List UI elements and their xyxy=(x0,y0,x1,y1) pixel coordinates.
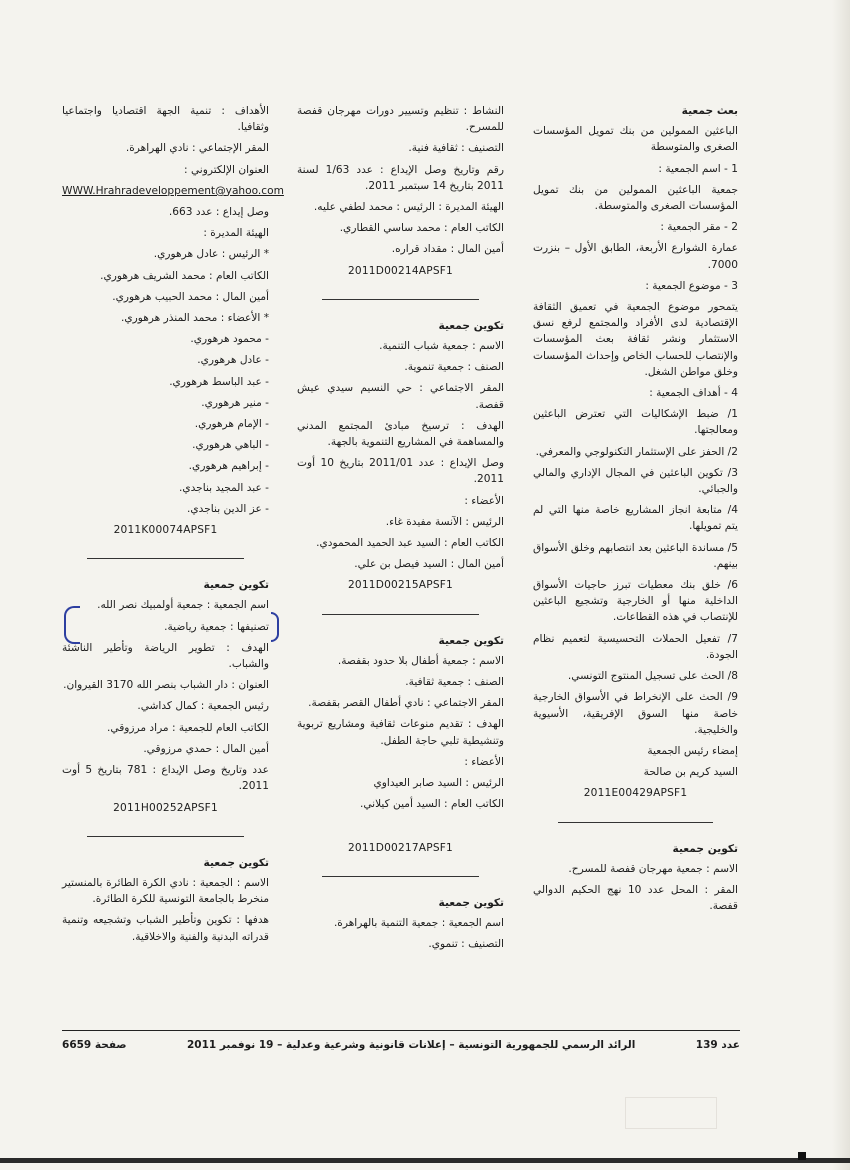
scan-edge-shadow xyxy=(832,0,850,1170)
text-line: التصنيف : ثقافية فنية. xyxy=(408,142,504,155)
journal-title: الرائد الرسمي للجمهورية التونسية – إعلانات قانونية وشرعية وعدلية – 19 نوفمبر 2011 xyxy=(187,1039,636,1051)
text-line: وصل الإيداع : عدد 2011/01 بتاريخ 10 أوت 2011. xyxy=(297,457,504,486)
text-line: - الإمام هرهوري. xyxy=(194,418,269,431)
text-line: اسم الجمعية : جمعية التنمية بالهراهرة. xyxy=(333,916,504,929)
text-line: الأعضاء : xyxy=(464,755,504,768)
section-heading: تكوين جمعية xyxy=(438,896,504,909)
reference-code: 2011D00214APSF1 xyxy=(347,264,453,277)
text-line: الكاتب العام : السيد أمين كيلاني. xyxy=(359,798,504,811)
text-line: - الباهي هرهوري. xyxy=(192,439,269,452)
text-line: النشاط : تنظيم وتسيير دورات مهرجان قفصة للمسرح. xyxy=(297,105,504,134)
section-divider xyxy=(87,836,244,837)
text-line: 3 - موضوع الجمعية : xyxy=(645,279,738,292)
text-line: الاسم : جمعية شباب التنمية. xyxy=(379,340,504,353)
email-address: WWW.Hrahradeveloppement@yahoo.com xyxy=(62,184,284,197)
section-heading: تكوين جمعية xyxy=(438,319,504,332)
text-line: المقر الاجتماعي : حي النسيم سيدي عيش قفصة. xyxy=(297,382,504,411)
text-line: عدد وتاريخ وصل الإيداع : 781 بتاريخ 5 أوت 2011. xyxy=(62,764,269,793)
text-line: رئيس الجمعية : كمال كداشي. xyxy=(137,700,269,713)
text-line: الكاتب العام : محمد الشريف هرهوري. xyxy=(100,269,269,282)
reference-code: 2011D00215APSF1 xyxy=(347,579,453,592)
text-line: الرئيس : السيد صابر العيداوي xyxy=(373,777,504,790)
section-heading: تكوين جمعية xyxy=(438,634,504,647)
text-line: 4/ متابعة انجاز المشاريع خاصة منها التي لم يتم تمويلها. xyxy=(533,504,738,533)
text-line: الهدف : تقديم منوعات ثقافية ومشاريع تربوية وتنشيطية تلبي حاجة الطفل. xyxy=(297,718,504,747)
section-heading: بعث جمعية xyxy=(681,105,738,117)
text-line: - منير هرهوري. xyxy=(201,396,269,409)
text-line: 5/ مساندة الباعثين بعد انتصابهم وخلق الأسواق بينهم. xyxy=(533,541,738,570)
text-line: الباعثين الممولين من بنك تمويل المؤسسات الصغرى والمتوسطة xyxy=(533,125,738,154)
text-line: الاسم : الجمعية : نادي الكرة الطائرة بالمنستير منخرط بالجامعة التونسية للكرة الطائرة. xyxy=(62,876,269,906)
scan-bottom-bar xyxy=(0,1158,850,1163)
text-line: جمعية الباعثين الممولين من بنك تمويل المؤسسات الصغرى والمتوسطة. xyxy=(533,183,738,213)
spacer xyxy=(297,818,504,836)
text-line: أمين المال : مقداد قراره. xyxy=(391,243,504,256)
text-line: - عبد المجيد بناجدي. xyxy=(178,481,269,494)
text-line: 9/ الحث على الإنخراط في الأسواق الخارجية خاصة منها السوق الإفريقية، الأسيوية والخليجية. xyxy=(533,691,738,736)
page-footer xyxy=(62,1039,740,1051)
text-line: الاسم : جمعية أطفال بلا حدود بقفصة. xyxy=(337,654,504,667)
text-line: الهدف : ترسيخ مبادئ المجتمع المدني والمساهمة في المشاريع التنموية بالجهة. xyxy=(297,419,504,449)
page-number: صفحة 6659 xyxy=(62,1039,127,1051)
section-divider xyxy=(558,822,713,823)
section-heading: تكوين جمعية xyxy=(203,856,269,869)
handwritten-bracket-mark-right xyxy=(271,612,279,642)
text-line: 8/ الحث على تسجيل المنتوج التونسي. xyxy=(567,670,738,683)
text-line: هدفها : تكوين وتأطير الشباب وتشجيعه وتنمية قدراته البدنية والفنية والاخلاقية. xyxy=(62,914,269,943)
column-right xyxy=(533,103,738,919)
section-divider xyxy=(322,876,479,877)
section-heading: تكوين جمعية xyxy=(672,842,738,855)
reference-code: 2011H00252APSF1 xyxy=(113,801,218,814)
reference-code: 2011E00429APSF1 xyxy=(583,787,688,800)
text-line: يتمحور موضوع الجمعية في تعميق الثقافة الإقتصادية لدى الأفراد والمجتمع لرفع نسق الاستثمار ونشر ثقافة بعث المؤسسات والإنتصاب للحساب الخاص وإحداث المؤسسات وخلق مواطن الشغل. xyxy=(533,301,738,378)
text-line: الأعضاء : xyxy=(464,494,504,507)
scan-artifact xyxy=(625,1097,717,1129)
reference-code: 2011K00074APSF1 xyxy=(113,524,218,537)
text-line: 6/ خلق بنك معطيات تبرز حاجيات الأسواق الداخلية منها أو الخارجية وتشجيع الباعثين للإنتصاب في هذه القطاعات. xyxy=(533,579,738,624)
text-line: الاسم : جمعية مهرجان قفصة للمسرح. xyxy=(568,862,738,875)
text-line: العنوان الإلكتروني : xyxy=(184,163,269,176)
text-line: 1/ ضبط الإشكاليات التي تعترض الباعثين ومعالجتها. xyxy=(533,408,738,437)
text-line: الكاتب العام للجمعية : مراد مرزوقي. xyxy=(107,721,269,734)
text-line: الكاتب العام : السيد عبد الحميد المحمودي. xyxy=(316,537,504,550)
text-line: الهيئة المديرة : الرئيس : محمد لطفي عليه. xyxy=(313,201,504,214)
text-line: 3/ تكوين الباعثين في المجال الإداري والمالي والجبائي. xyxy=(533,466,738,496)
handwritten-bracket-mark xyxy=(64,606,80,644)
text-line: وصل إيداع : عدد 663. xyxy=(168,206,269,219)
text-line: * الأعضاء : محمد المنذر هرهوري. xyxy=(120,312,269,325)
text-line: الهدف : تطوير الرياضة وتأطير الناشئة والشباب. xyxy=(62,641,269,671)
text-line: 2/ الحفز على الإستثمار التكنولوجي والمعرفي. xyxy=(535,445,738,458)
text-line: العنوان : دار الشباب بنصر الله 3170 القيروان. xyxy=(63,679,269,692)
text-line: رقم وتاريخ وصل الإيداع : عدد 1/63 لسنة 2011 بتاريخ 14 سبتمبر 2011. xyxy=(297,163,504,192)
footer-divider xyxy=(62,1030,740,1031)
text-line: * الرئيس : عادل هرهوري. xyxy=(153,248,269,261)
scan-corner-mark xyxy=(798,1152,806,1160)
text-line: السيد كريم بن صالحة xyxy=(643,766,738,779)
text-line: - عز الدين بناجدي. xyxy=(187,502,269,515)
text-line: أمين المال : محمد الحبيب هرهوري. xyxy=(112,290,269,303)
column-middle xyxy=(297,103,504,957)
text-line: 1 - اسم الجمعية : xyxy=(658,162,738,175)
text-line: الصنف : جمعية ثقافية. xyxy=(405,676,504,689)
text-line: - إبراهيم هرهوري. xyxy=(188,460,269,473)
text-line: الرئيس : الآنسة مفيدة غاء. xyxy=(385,515,504,528)
text-line: اسم الجمعية : جمعية أولمبيك نصر الله. xyxy=(97,599,269,612)
column-left xyxy=(62,103,284,950)
section-heading: تكوين جمعية xyxy=(203,579,269,592)
section-divider xyxy=(322,614,479,615)
reference-code: 2011D00217APSF1 xyxy=(347,841,453,854)
text-line: 2 - مقر الجمعية : xyxy=(660,221,738,234)
section-divider xyxy=(322,299,479,300)
text-line: 7/ تفعيل الحملات التحسيسية لتعميم نظام الجودة. xyxy=(533,632,738,661)
text-line: - عبد الباسط هرهوري. xyxy=(169,375,269,388)
section-divider xyxy=(87,558,244,559)
text-line: أمين المال : حمدي مرزوقي. xyxy=(143,742,269,755)
text-line: المقر الاجتماعي : نادي أطفال القصر بقفصة. xyxy=(308,697,504,710)
text-line: الصنف : جمعية تنموية. xyxy=(404,361,504,374)
text-line: الهيئة المديرة : xyxy=(203,227,269,240)
text-line: تصنيفها : جمعية رياضية. xyxy=(164,620,269,633)
text-line: عمارة الشوارع الأربعة، الطابق الأول – بنزرت 7000. xyxy=(533,242,738,271)
text-line: التصنيف : تنموي. xyxy=(428,938,504,951)
text-line: - محمود هرهوري. xyxy=(190,333,269,346)
text-line: 4 - أهداف الجمعية : xyxy=(649,387,738,400)
text-line: الأهداف : تنمية الجهة اقتصاديا واجتماعيا وثقافيا. xyxy=(62,105,269,134)
text-line: المقر : المحل عدد 10 نهج الحكيم الدوالي قفصة. xyxy=(533,883,738,913)
text-line: أمين المال : السيد فيصل بن علي. xyxy=(354,558,504,571)
issue-number: عدد 139 xyxy=(695,1039,740,1051)
text-line: الكاتب العام : محمد ساسي القطاري. xyxy=(339,222,504,235)
text-line: إمضاء رئيس الجمعية xyxy=(647,744,738,757)
text-line: - عادل هرهوري. xyxy=(197,354,269,367)
text-line: المقر الإجتماعي : نادي الهراهرة. xyxy=(125,142,269,155)
